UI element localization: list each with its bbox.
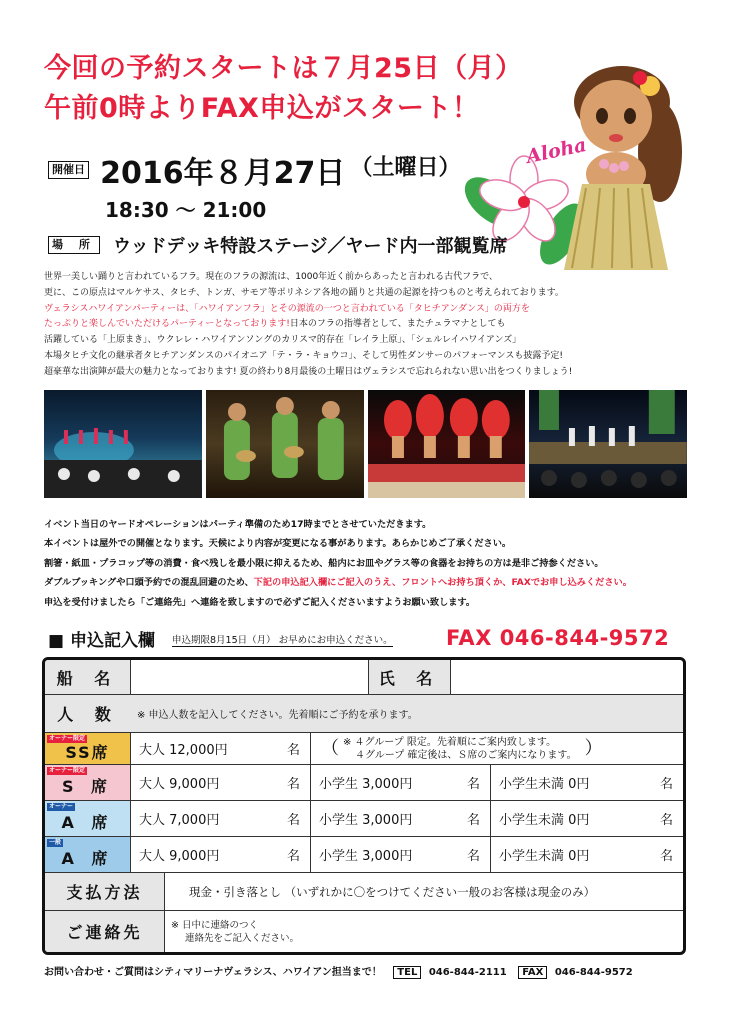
a-general-adult-input[interactable]	[131, 837, 311, 872]
event-notes	[44, 515, 694, 612]
ss-note-1: ※ ４グループ 限定。先着順にご案内致します。	[343, 736, 557, 748]
form-row-payment	[45, 873, 683, 911]
desc-line-highlight: ヴェラシスハワイアンパーティーは、「ハワイアンフラ」とその源流の一つと言われている「タヒチアンダンス」の両方を	[44, 303, 530, 314]
form-row-a-seat-general	[45, 837, 683, 873]
a-general-infant-input[interactable]	[491, 837, 683, 872]
unit-label: 名	[466, 813, 480, 828]
note-line: 申込を受付けましたら「ご連絡先」へ連絡を致しますので必ずご記入くださいますようお願い致します。	[44, 596, 476, 608]
unit-label: 名	[286, 777, 300, 792]
price-label: 小学生 3,000円	[319, 813, 413, 828]
headline-line-2: 午前0時よりFAX申込がスタート！	[44, 93, 480, 124]
venue-label: 場 所	[48, 236, 100, 254]
person-name-label: 氏 名	[369, 660, 451, 694]
price-label: 大人 9,000円	[139, 849, 220, 864]
form-row-a-seat-owner	[45, 801, 683, 837]
ss-note-2: ４グループ 確定後は、Ｓ席のご案内になります。	[355, 749, 577, 761]
fax-label: FAX	[518, 966, 547, 979]
date-label: 開催日	[48, 161, 89, 179]
form-row-count	[45, 695, 683, 733]
owner-limited-badge: オーナー限定	[49, 767, 86, 774]
a-general-child-input[interactable]	[311, 837, 491, 872]
a-owner-adult-input[interactable]	[131, 801, 311, 836]
a-owner-infant-input[interactable]	[491, 801, 683, 836]
desc-line: 超豪華な出演陣が最大の魅力となっております! 夏の終わり8月最後の土曜日はヴェラシスで忘れられない思い出をつくりましょう!	[44, 366, 573, 377]
note-line: 割箸・紙皿・プラコップ等の消費・食べ残しを最小限に抑えるため、船内にお皿やグラス等の食器をお持ちの方は是非ご持参ください。	[44, 557, 604, 569]
application-form-header	[48, 626, 688, 654]
event-time: 18:30 ～ 21:00	[105, 198, 267, 222]
note-highlight: 下記の申込記入欄にご記入のうえ、フロントへお持ち頂くか、FAXでお申し込みください。	[253, 577, 632, 589]
count-label: 人 数	[57, 705, 119, 724]
unit-label: 名	[466, 849, 480, 864]
headline-line-1: 今回の予約スタートは７月25日（月）	[44, 53, 523, 84]
count-note: ※ 申込人数を記入してください。先着順にご予約を承ります。	[137, 710, 418, 721]
footer-contact	[44, 963, 694, 983]
a-seat-label: A 席	[61, 849, 114, 868]
ss-seat-note	[311, 733, 683, 764]
unit-label: 名	[286, 849, 300, 864]
paren-close: ）	[584, 738, 603, 759]
price-label: 大人 7,000円	[139, 813, 220, 828]
footer-inquiry-text: お問い合わせ・ご質問はシティマリーナヴェラシス、ハワイアン担当まで！	[44, 967, 382, 978]
form-deadline: 申込期限8月15日（月） お早めにお申込ください。	[172, 632, 393, 647]
payment-label: 支払方法	[45, 873, 165, 910]
event-photo	[206, 390, 364, 498]
form-row-contact	[45, 911, 683, 952]
event-date: 2016年８月27日	[100, 156, 346, 191]
tel-label: TEL	[393, 966, 421, 979]
price-label: 小学生未満 0円	[499, 813, 590, 828]
form-row-s-seat	[45, 765, 683, 801]
form-title: ■ 申込記入欄	[48, 631, 155, 651]
form-row-ss-seat	[45, 733, 683, 765]
s-child-input[interactable]	[311, 765, 491, 800]
unit-label: 名	[286, 813, 300, 828]
ship-name-input[interactable]	[131, 660, 369, 694]
event-date-row	[48, 148, 460, 192]
form-fax-number: FAX 046-844-9572	[446, 626, 670, 650]
s-seat-cell	[45, 765, 131, 800]
price-label: 大人 9,000円	[139, 777, 220, 792]
unit-label: 名	[659, 813, 673, 828]
a-seat-owner-cell	[45, 801, 131, 836]
form-row-ship-name	[45, 660, 683, 695]
price-label: 小学生未満 0円	[499, 777, 590, 792]
unit-label: 名	[659, 849, 673, 864]
application-form	[42, 657, 686, 955]
note-text: ダブルブッキングや口頭予約での混乱回避のため、	[44, 577, 254, 589]
desc-line: 活躍している「上原まき」、ウクレレ・ハワイアンソングのカリスマ的存在「レイラ上原」、「シェルレイハワイアンズ」	[44, 335, 522, 346]
s-seat-label: S 席	[61, 777, 114, 796]
unit-label: 名	[286, 743, 300, 758]
aloha-label: Aloha	[524, 133, 589, 169]
unit-label: 名	[659, 777, 673, 792]
event-venue: ウッドデッキ特設ステージ／ヤード内一部観覧席	[112, 236, 508, 257]
desc-text: 日本のフラの指導者として、またチュラマナとしても	[289, 319, 506, 330]
event-description	[44, 270, 684, 381]
note-line	[44, 573, 694, 592]
general-badge: 一般	[49, 839, 62, 846]
ship-name-label: 船 名	[45, 660, 131, 694]
note-line: イベント当日のヤードオペレーションはパーティ準備のため17時までとさせていただきます。	[44, 519, 432, 530]
a-seat-label: A 席	[61, 813, 114, 832]
note-line: 本イベントは屋外での開催となります。天候により内容が変更になる事があります。あらかじめご了承ください。	[44, 538, 512, 550]
price-label: 大人 12,000円	[139, 743, 228, 758]
fax-number: 046-844-9572	[554, 967, 633, 978]
event-photo-strip	[44, 390, 687, 498]
event-day: （土曜日）	[350, 155, 461, 181]
owner-badge: オーナー	[49, 803, 74, 810]
desc-line: 更に、この原点はマルケサス、タヒチ、トンガ、サモア等ポリネシア各地の踊りと共通の起源を持つものと考えられております。	[44, 287, 564, 298]
event-photo	[44, 390, 202, 498]
event-photo	[529, 390, 687, 498]
desc-line	[44, 317, 684, 333]
desc-line: 本場タヒチ文化の継承者タヒチアンダンスのパイオニア「テ・ラ・キョウコ」、そして男性ダンサーのパフォーマンスも披露予定!	[44, 350, 563, 361]
a-owner-child-input[interactable]	[311, 801, 491, 836]
ss-seat-label: SS席	[65, 743, 110, 762]
s-infant-input[interactable]	[491, 765, 683, 800]
event-photo	[368, 390, 526, 498]
price-label: 小学生未満 0円	[499, 849, 590, 864]
price-label: 小学生 3,000円	[319, 777, 413, 792]
paren-open: （	[321, 738, 339, 759]
s-adult-input[interactable]	[131, 765, 311, 800]
desc-line: 世界一美しい踊りと言われているフラ。現在のフラの源流は、1000年近く前からあったと言われる古代フラで、	[44, 272, 498, 282]
unit-label: 名	[466, 777, 480, 792]
owner-limited-badge: オーナー限定	[49, 735, 86, 742]
ss-adult-price-input[interactable]	[131, 733, 311, 764]
a-seat-general-cell	[45, 837, 131, 872]
price-label: 小学生 3,000円	[319, 849, 413, 864]
desc-highlight: たっぷりと楽しんでいただけるパーティーとなっております!	[44, 319, 290, 330]
payment-method-field[interactable]: 現金・引き落とし （いずれかに〇をつけてください一般のお客様は現金のみ）	[189, 884, 596, 899]
contact-label: ご連絡先	[45, 911, 165, 952]
ss-note-lines	[343, 736, 577, 762]
ss-seat-cell	[45, 733, 131, 764]
person-name-input[interactable]	[451, 660, 683, 694]
tel-number: 046-844-2111	[428, 967, 507, 978]
contact-note-2: 連絡先をご記入ください。	[185, 932, 300, 944]
contact-field[interactable]	[165, 911, 683, 952]
event-venue-row	[48, 232, 508, 258]
contact-note-1: ※ 日中に連絡のつく	[171, 919, 258, 931]
